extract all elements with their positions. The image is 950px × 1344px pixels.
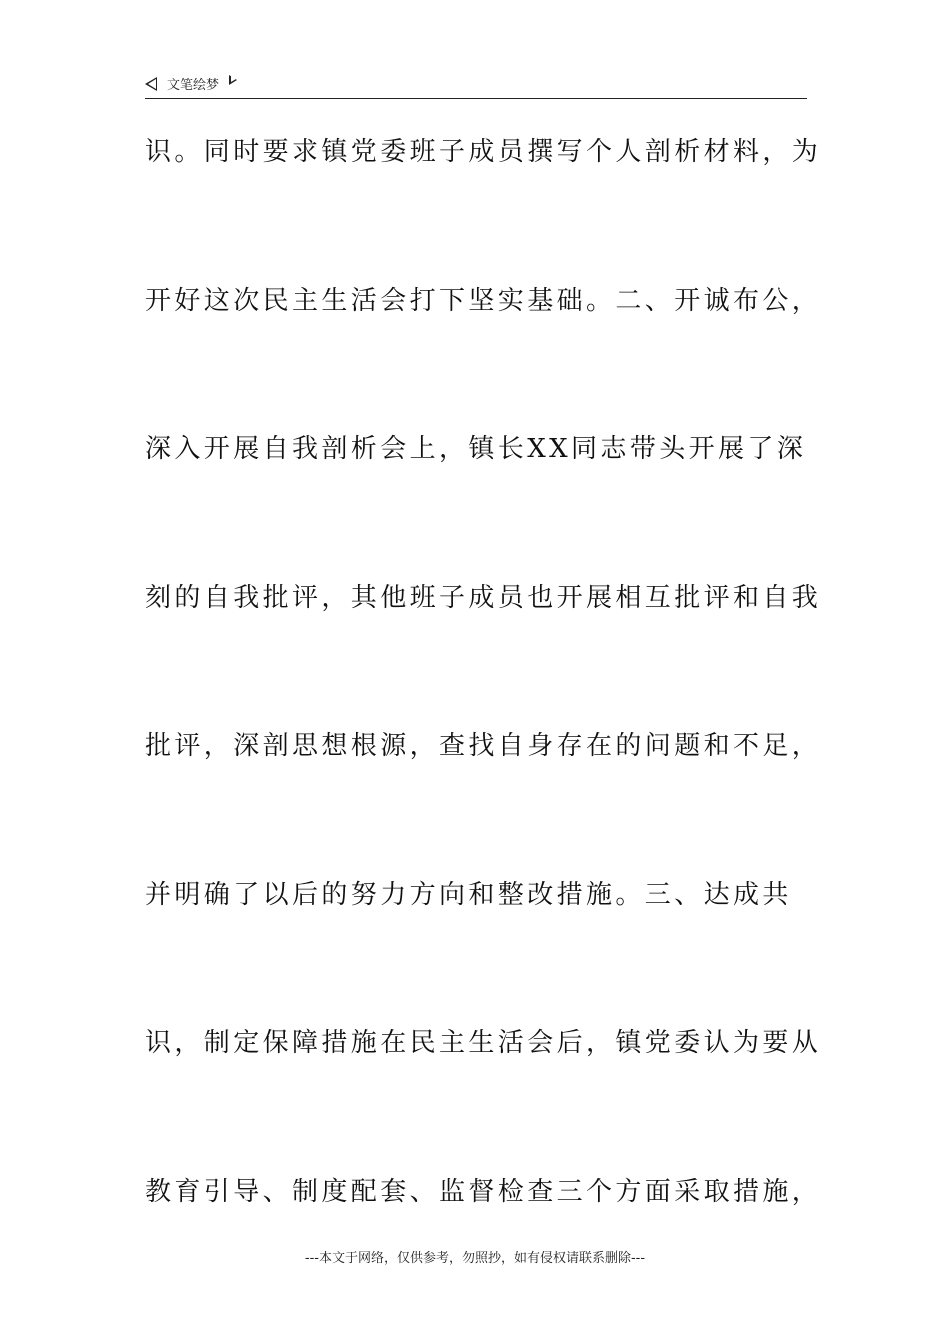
header-title: 文笔绘梦 — [167, 78, 220, 93]
triangle-left-icon — [145, 77, 157, 91]
text-line: 深入开展自我剖析会上，镇长XX同志带头开展了深 — [145, 434, 807, 464]
text-line: 批评，深剖思想根源，查找自身存在的问题和不足， — [145, 731, 822, 761]
header-brand — [145, 74, 237, 93]
text-line: 刻的自我批评，其他班子成员也开展相互批评和自我 — [145, 582, 822, 613]
page-footer-disclaimer: ---本文于网络，仅供参考，勿照抄，如有侵权请联系删除--- — [304, 1251, 646, 1266]
text-line: 教育引导、制度配套、监督检查三个方面采取措施， — [145, 1176, 822, 1207]
triangle-right-icon — [229, 75, 237, 85]
page-header — [145, 72, 807, 99]
text-line: 识，制定保障措施在民主生活会后，镇党委认为要从 — [145, 1028, 822, 1058]
text-line: 并明确了以后的努力方向和整改措施。三、达成共 — [145, 879, 792, 910]
text-line: 识。同时要求镇党委班子成员撰写个人剖析材料，为 — [145, 137, 822, 167]
text-line: 开好这次民主生活会打下坚实基础。二、开诚布公， — [145, 285, 822, 316]
document-body — [145, 130, 822, 1318]
